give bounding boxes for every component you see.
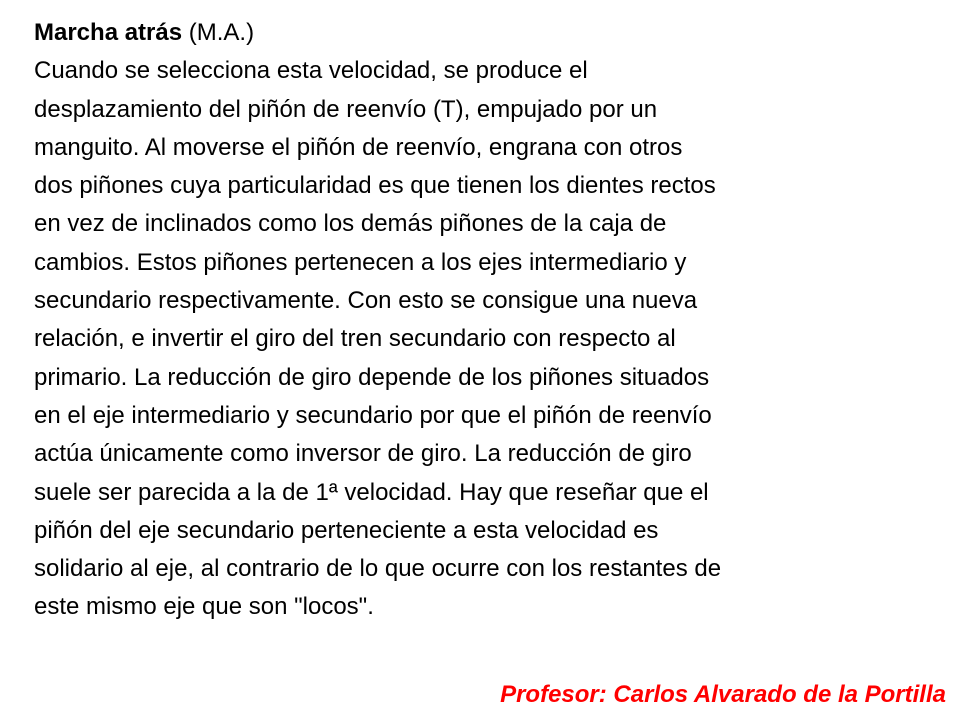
paragraph-line: este mismo eje que son "locos". bbox=[34, 593, 374, 621]
slide-body bbox=[34, 14, 954, 627]
paragraph-line: dos piñones cuya particularidad es que tienen los dientes rectos bbox=[34, 172, 716, 200]
paragraph-line: secundario respectivamente. Con esto se consigue una nueva bbox=[34, 287, 698, 315]
paragraph-line: primario. La reducción de giro depende de los piñones situados bbox=[34, 363, 710, 391]
paragraph-line: en el eje intermediario y secundario por que el piñón de reenvío bbox=[34, 401, 712, 429]
paragraph-line: solidario al eje, al contrario de lo que ocurre con los restantes de bbox=[34, 555, 722, 583]
paragraph-line: relación, e invertir el giro del tren secundario con respecto al bbox=[34, 325, 676, 353]
paragraph-line: cambios. Estos piñones pertenecen a los ejes intermediario y bbox=[34, 248, 687, 276]
author-footer: Profesor: Carlos Alvarado de la Portilla bbox=[500, 681, 946, 708]
paragraph-line: en vez de inclinados como los demás piñones de la caja de bbox=[34, 210, 667, 238]
paragraph-line: actúa únicamente como inversor de giro. La reducción de giro bbox=[34, 440, 692, 468]
paragraph-line: desplazamiento del piñón de reenvío (T), empujado por un bbox=[34, 95, 658, 123]
slide-title-rest: (M.A.) bbox=[182, 19, 255, 46]
slide-title-bold: Marcha atrás bbox=[34, 19, 183, 46]
slide-title bbox=[34, 14, 954, 52]
paragraph-line: Cuando se selecciona esta velocidad, se produce el bbox=[34, 57, 588, 85]
paragraph-line: manguito. Al moverse el piñón de reenvío, engrana con otros bbox=[34, 133, 683, 161]
paragraph-line: suele ser parecida a la de 1ª velocidad. Hay que reseñar que el bbox=[34, 478, 709, 506]
paragraph-line: piñón del eje secundario perteneciente a esta velocidad es bbox=[34, 516, 659, 544]
